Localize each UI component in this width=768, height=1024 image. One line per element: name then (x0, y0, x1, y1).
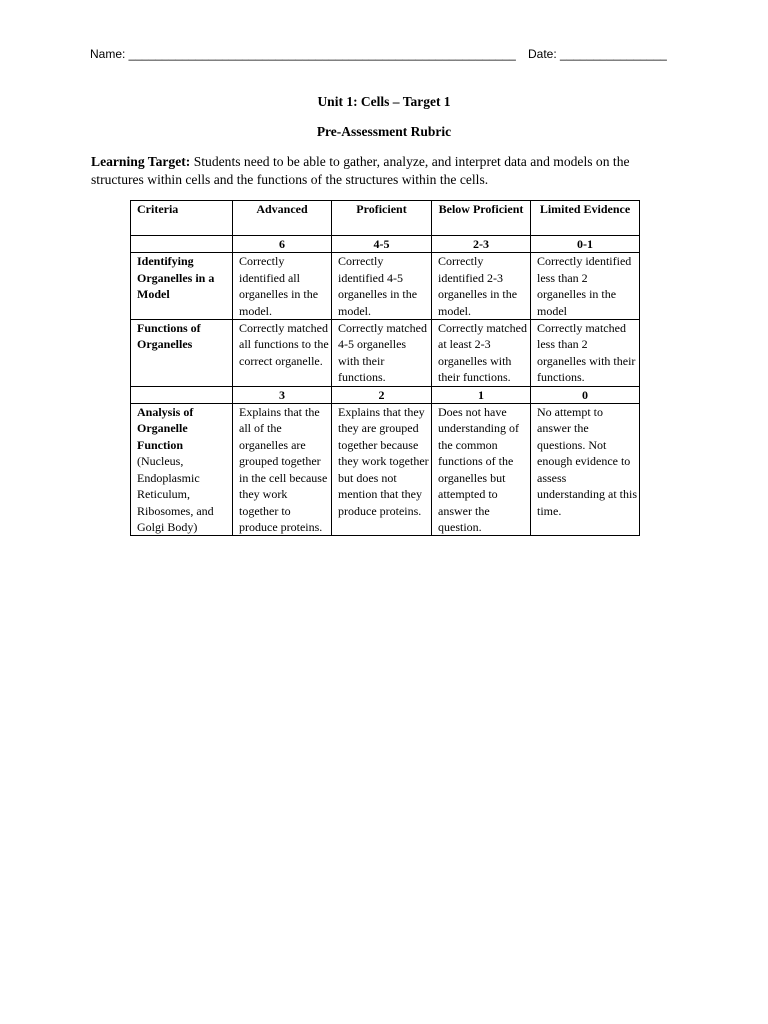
descriptor-cell: Explains that the all of the organelles are grouped together in the cell because they work together to produce proteins. (233, 404, 332, 536)
learning-target (91, 153, 681, 189)
score-cell: 6 (233, 236, 332, 253)
descriptor-cell: Does not have understanding of the common functions of the organelles but attempted to answer the question. (432, 404, 531, 536)
header-proficient: Proficient (332, 201, 432, 236)
descriptor-cell: Correctly matched all functions to the correct organelle. (233, 320, 332, 387)
header-limited-evidence: Limited Evidence (531, 201, 640, 236)
score-cell: 0 (531, 386, 640, 403)
rubric-header-row (131, 201, 640, 236)
criteria-note: (Nucleus, Endoplasmic Reticulum, Ribosomes, and Golgi Body) (137, 454, 214, 534)
descriptor-cell: Correctly matched less than 2 organelles with their functions. (531, 320, 640, 387)
learning-target-text: Students need to be able to gather, analyze, and interpret data and models on the structures within cells and the functions of the structures within the cells. (91, 154, 630, 187)
document-title: Unit 1: Cells – Target 1 (317, 94, 451, 109)
descriptor-cell: Correctly matched at least 2-3 organelles with their functions. (432, 320, 531, 387)
header-advanced: Advanced (233, 201, 332, 236)
score-row (131, 386, 640, 403)
score-cell: 1 (432, 386, 531, 403)
descriptor-cell: Explains that they they are grouped together because they work together but does not mention that they produce proteins. (332, 404, 432, 536)
name-field[interactable]: Name: __________________________________________________________ (90, 47, 516, 61)
descriptor-cell: Correctly identified 2-3 organelles in the model. (432, 253, 531, 320)
date-field[interactable]: Date: ________________ (528, 47, 667, 61)
score-cell (131, 236, 233, 253)
criteria-cell: Identifying Organelles in a Model (131, 253, 233, 320)
score-cell (131, 386, 233, 403)
score-cell: 3 (233, 386, 332, 403)
rubric-row (131, 404, 640, 536)
header-below-proficient: Below Proficient (432, 201, 531, 236)
score-cell: 2 (332, 386, 432, 403)
rubric-row (131, 320, 640, 387)
rubric-table (130, 200, 640, 536)
document-subtitle: Pre-Assessment Rubric (316, 124, 452, 139)
score-row (131, 236, 640, 253)
descriptor-cell: Correctly matched 4-5 organelles with their functions. (332, 320, 432, 387)
score-cell: 2-3 (432, 236, 531, 253)
criteria-cell: Functions of Organelles (131, 320, 233, 387)
learning-target-label: Learning Target: (91, 154, 191, 169)
rubric-row (131, 253, 640, 320)
header-criteria: Criteria (131, 201, 233, 236)
descriptor-cell: Correctly identified all organelles in the model. (233, 253, 332, 320)
score-cell: 4-5 (332, 236, 432, 253)
criteria-title: Analysis of Organelle Function (137, 405, 194, 452)
criteria-cell (131, 404, 233, 536)
score-cell: 0-1 (531, 236, 640, 253)
descriptor-cell: No attempt to answer the questions. Not enough evidence to assess understanding at this time. (531, 404, 640, 536)
descriptor-cell: Correctly identified 4-5 organelles in the model. (332, 253, 432, 320)
name-date-line (90, 47, 690, 61)
descriptor-cell: Correctly identified less than 2 organelles in the model (531, 253, 640, 320)
